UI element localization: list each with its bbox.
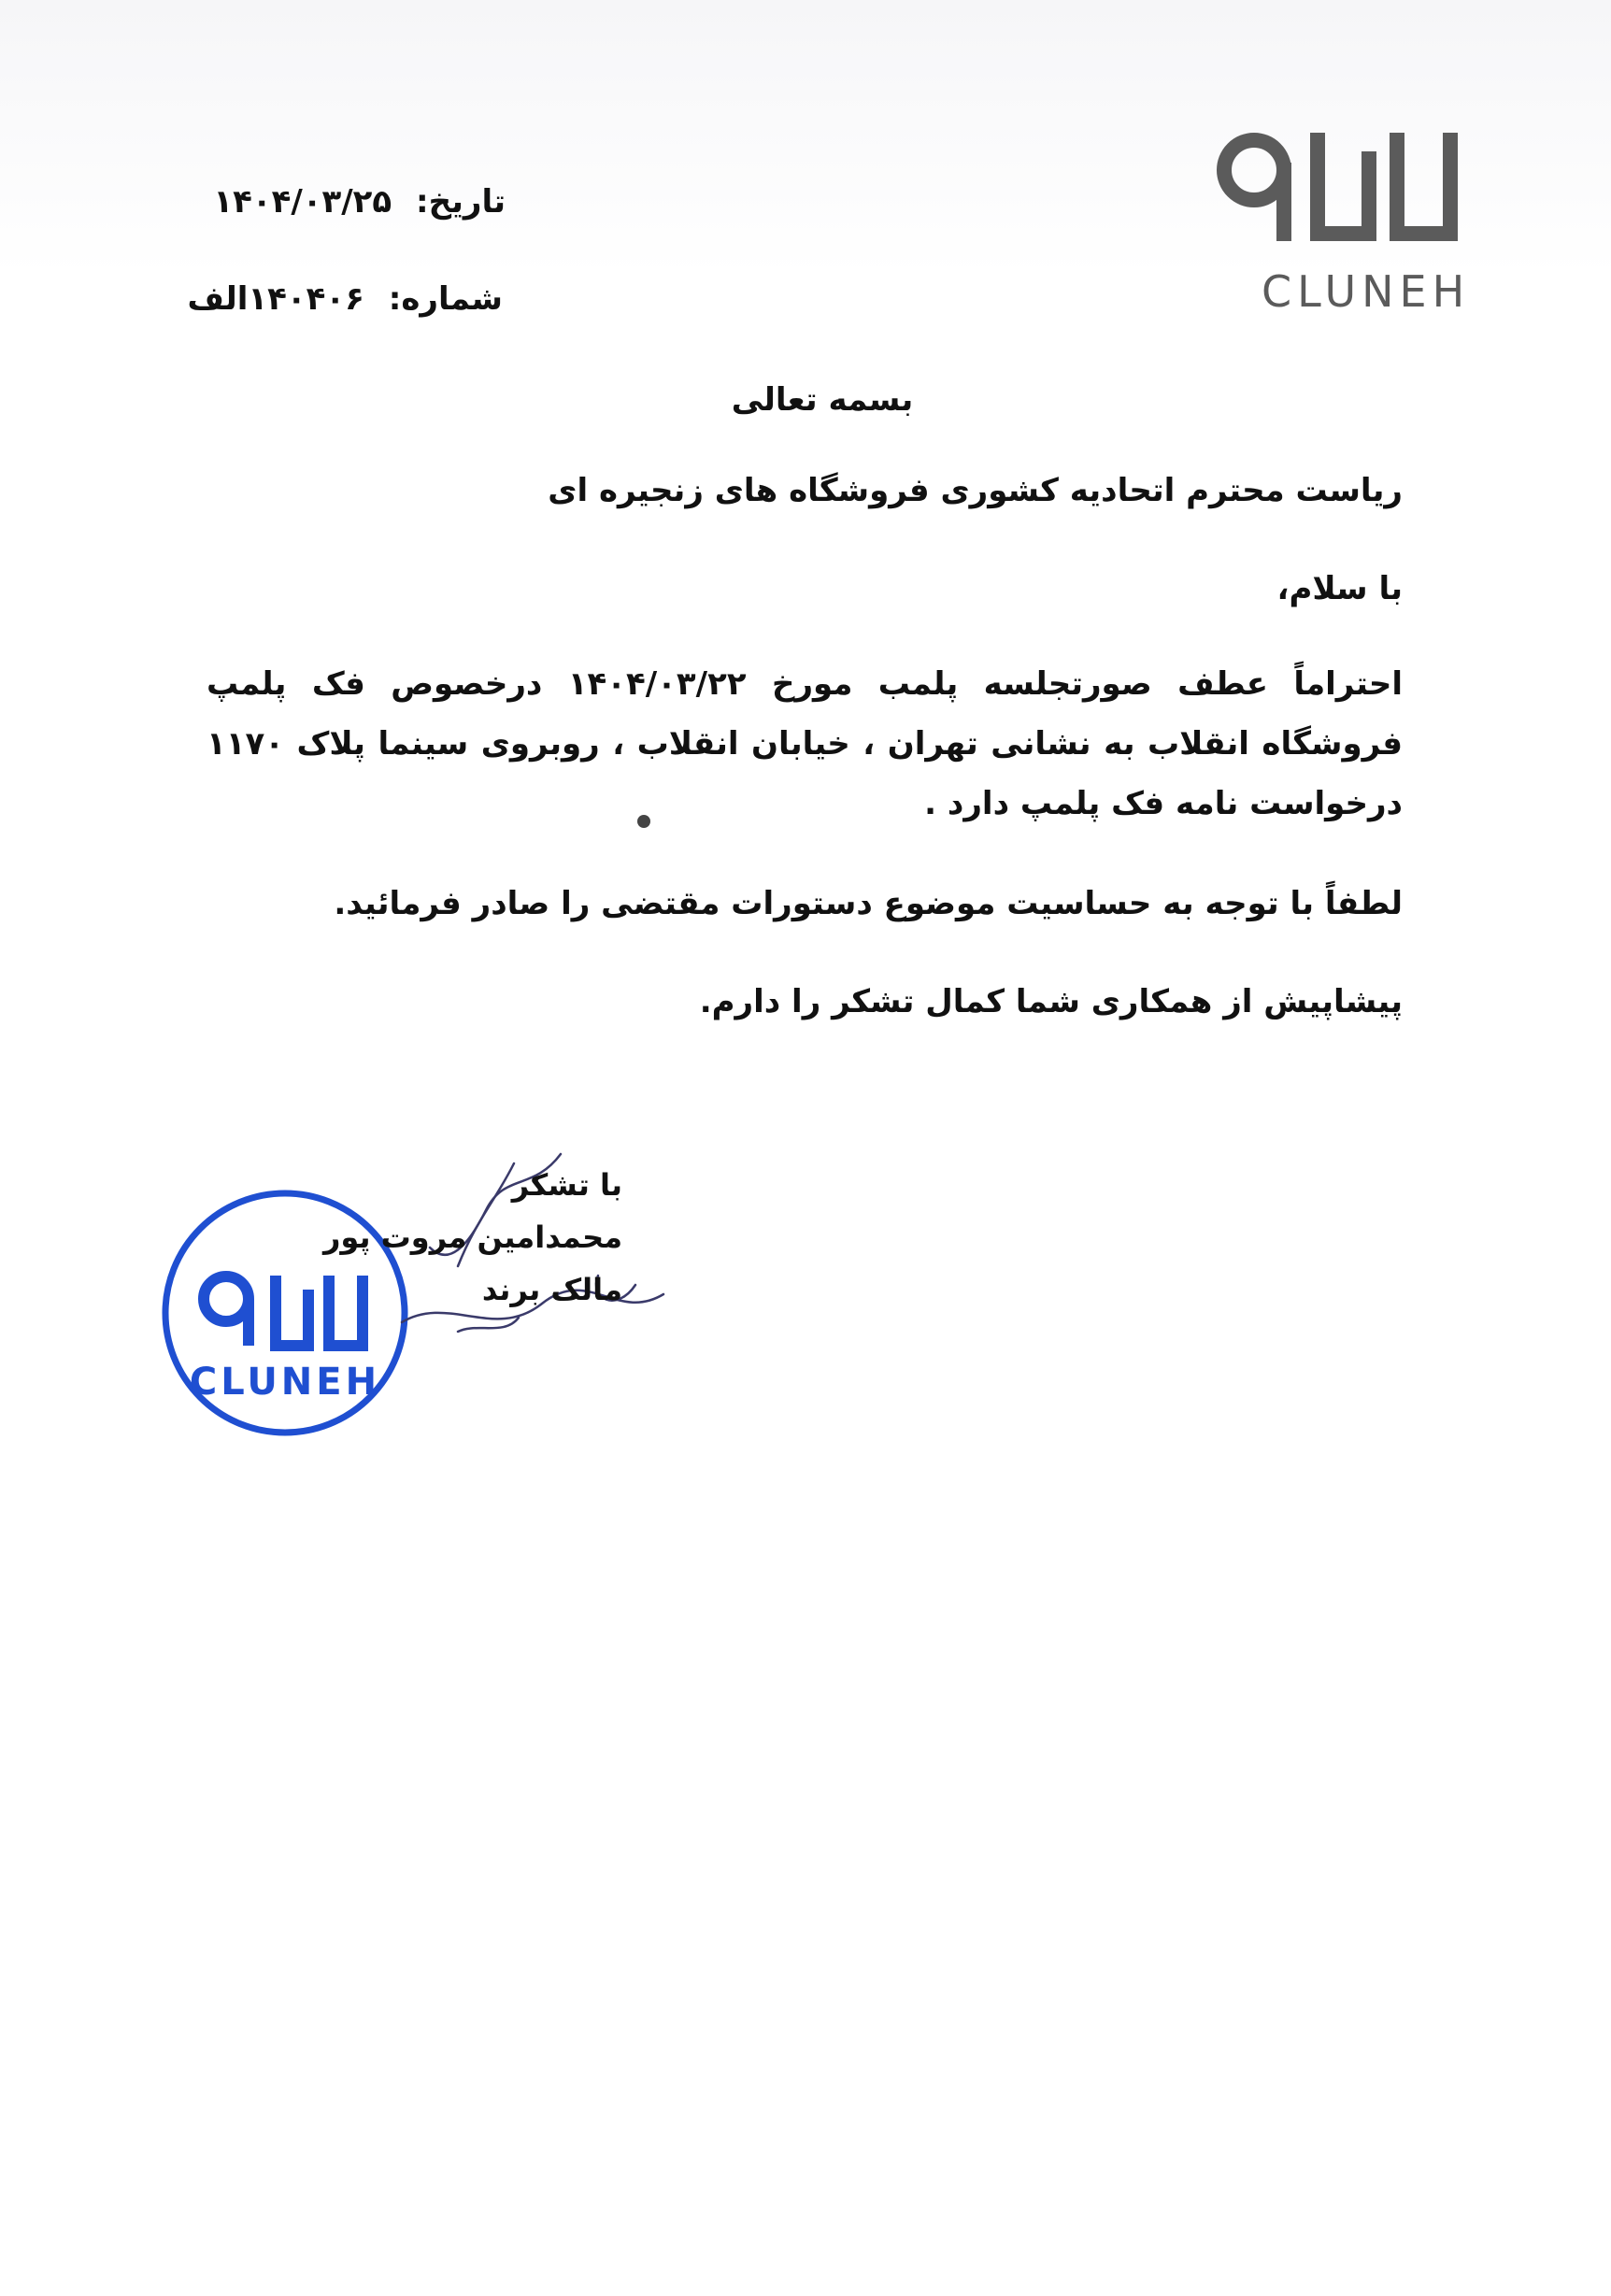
number-label: شماره: xyxy=(388,280,503,318)
letter-paragraph: لطفاً با توجه به حساسیت موضوع دستورات مقتضی را صادر فرمائید. xyxy=(334,885,1403,922)
logo-wordmark: CLUNEH xyxy=(1262,266,1471,317)
letter-paragraph: پیشاپیش از همکاری شما کمال تشکر را دارم. xyxy=(699,983,1403,1020)
number-value: ۱۴۰۴۰۶الف xyxy=(187,280,364,318)
closing-text: با تشکر xyxy=(511,1167,622,1203)
date-value: ۱۴۰۴/۰۳/۲۵ xyxy=(213,183,392,221)
signer-name: محمدامین مروت پور xyxy=(323,1219,622,1255)
letter-heading: بسمه تعالی xyxy=(731,381,914,419)
letter-greeting: با سلام، xyxy=(1276,570,1403,607)
scan-speck xyxy=(637,815,650,828)
letter-addressee: ریاست محترم اتحادیه کشوری فروشگاه های زنجیره ای xyxy=(548,472,1403,509)
letter-date xyxy=(213,183,506,221)
date-label: تاریخ: xyxy=(416,183,506,221)
letter-number xyxy=(187,280,503,318)
cluneh-logo xyxy=(1205,121,1471,336)
signer-title: مالک برند xyxy=(481,1272,622,1307)
letter-paragraph: احتراماً عطف صورتجلسه پلمب مورخ ۱۴۰۴/۰۳/۲۲ درخصوص فک پلمپ فروشگاه انقلاب به نشانی تهران ، خیابان انقلاب ، روبروی سینما پلاک ۱۱۷۰ درخواست نامه فک پلمپ دارد . xyxy=(207,665,1403,822)
cluneh-logo-mark-icon xyxy=(1205,121,1467,262)
svg-text:CLUNEH: CLUNEH xyxy=(189,1361,381,1404)
signature-block xyxy=(323,1159,622,1316)
